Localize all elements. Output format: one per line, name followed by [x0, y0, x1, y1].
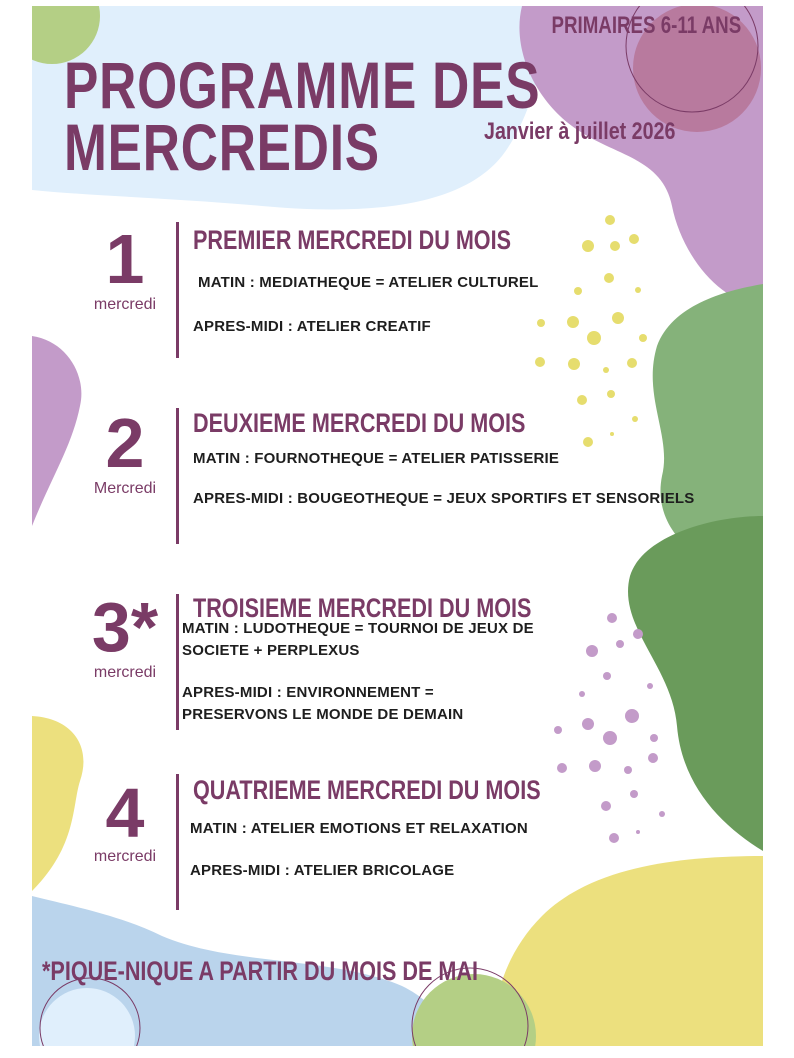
- poster: [32, 6, 763, 1046]
- section-2-day-label: Mercredi: [93, 480, 157, 497]
- section-2-morning: MATIN : FOURNOTHEQUE = ATELIER PATISSERIE: [193, 450, 560, 467]
- section-4-day-label: mercredi: [93, 848, 157, 865]
- section-3-afternoon-line-2: PRESERVONS LE MONDE DE DEMAIN: [182, 706, 464, 723]
- footnote: *PIQUE-NIQUE A PARTIR DU MOIS DE MAI: [42, 956, 479, 986]
- age-tag: PRIMAIRES 6-11 ANS: [551, 12, 741, 39]
- section-2-afternoon: APRES-MIDI : BOUGEOTHEQUE = JEUX SPORTIFS ET SENSORIELS: [193, 490, 695, 507]
- section-2-number: 2: [105, 404, 145, 482]
- title-line-1: PROGRAMME DES: [64, 48, 541, 122]
- section-4-title: QUATRIEME MERCREDI DU MOIS: [193, 775, 541, 805]
- section-1-morning: MATIN : MEDIATHEQUE = ATELIER CULTUREL: [198, 274, 539, 291]
- section-3-title: TROISIEME MERCREDI DU MOIS: [193, 593, 532, 623]
- section-1-divider: [176, 222, 179, 358]
- section-4-number: 4: [105, 774, 145, 852]
- section-4-divider: [176, 774, 179, 910]
- blob-right-darkgreen: [628, 516, 763, 851]
- yellow-dots: [535, 215, 647, 447]
- section-1-number: 1: [105, 220, 145, 298]
- section-1-day-label: mercredi: [93, 296, 157, 313]
- date-range: Janvier à juillet 2026: [484, 118, 676, 145]
- section-1-title: PREMIER MERCREDI DU MOIS: [193, 225, 512, 255]
- section-4-afternoon: APRES-MIDI : ATELIER BRICOLAGE: [190, 862, 455, 879]
- section-3-morning-line-2: SOCIETE + PERPLEXUS: [182, 642, 360, 659]
- section-1-afternoon: APRES-MIDI : ATELIER CREATIF: [193, 318, 431, 335]
- section-3-morning-line-1: MATIN : LUDOTHEQUE = TOURNOI DE JEUX DE: [182, 620, 534, 637]
- page-title: [64, 48, 541, 184]
- section-3-divider: [176, 594, 179, 730]
- section-2-divider: [176, 408, 179, 544]
- blob-left-lavender: [32, 336, 81, 526]
- section-2-title: DEUXIEME MERCREDI DU MOIS: [193, 408, 526, 438]
- section-4-morning: MATIN : ATELIER EMOTIONS ET RELAXATION: [190, 820, 528, 837]
- section-3-day-label: mercredi: [93, 664, 157, 681]
- title-line-2: MERCREDIS: [64, 110, 380, 184]
- blob-left-yellow: [32, 716, 83, 891]
- section-3-number: 3*: [91, 588, 159, 666]
- section-3-afternoon-line-1: APRES-MIDI : ENVIRONNEMENT =: [182, 684, 434, 701]
